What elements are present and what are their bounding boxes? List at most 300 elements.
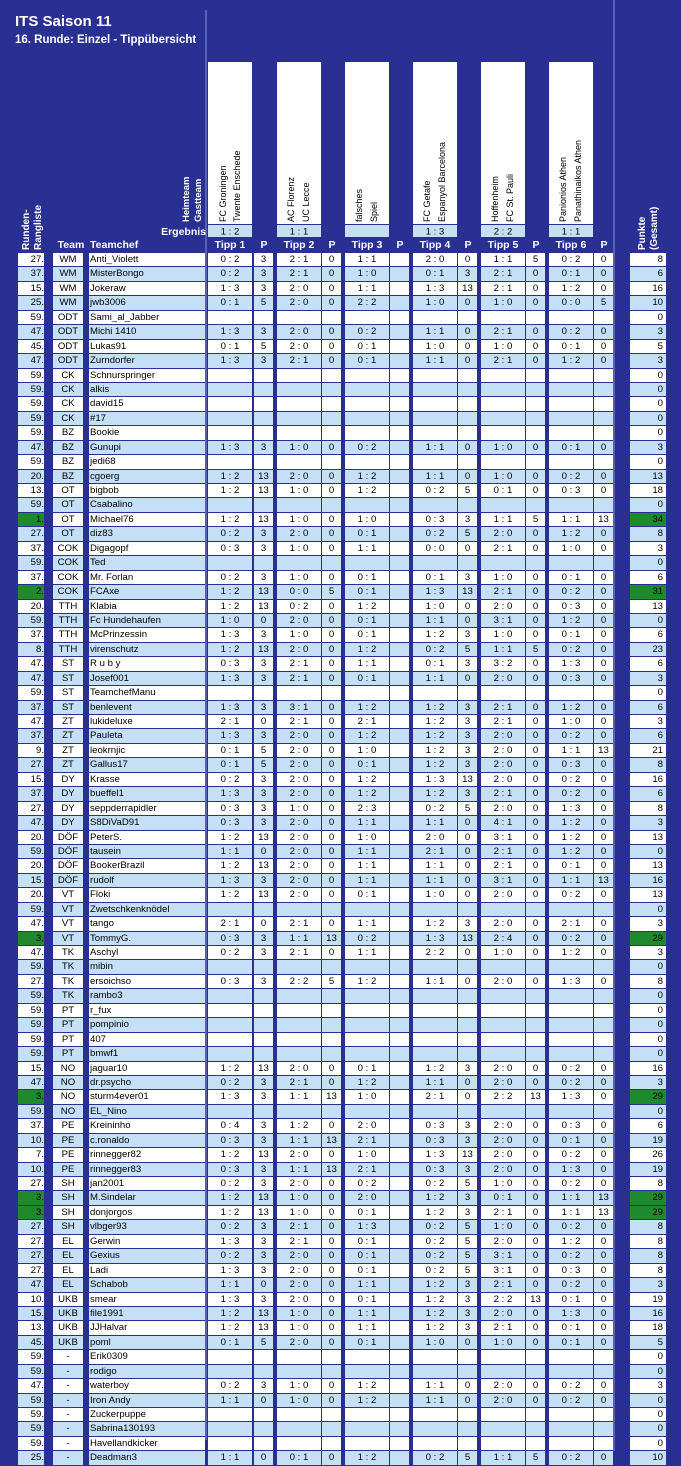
points-4-cell: 0 — [458, 470, 477, 483]
tipp-1-header: Tipp 1 — [214, 239, 246, 251]
total-points-cell: 8 — [630, 1220, 666, 1233]
tipp-4-cell — [413, 397, 457, 410]
tipp-1-cell: 0 : 2 — [208, 1220, 252, 1233]
points-3-cell — [390, 527, 409, 540]
rank-cell: 15. — [18, 874, 44, 887]
points-2-cell: 0 — [322, 1307, 341, 1320]
total-points-cell: 8 — [630, 758, 666, 771]
tipp-3-cell — [345, 989, 389, 1002]
tipp-1-cell: 0 : 4 — [208, 1119, 252, 1132]
points-1-cell: 3 — [254, 571, 273, 584]
rangliste-label: Rangliste — [33, 204, 44, 250]
points-6-cell: 0 — [594, 1293, 613, 1306]
teamchef-cell: file1991 — [89, 1307, 205, 1320]
teamchef-cell: McPrinzessin — [89, 628, 205, 641]
points-6-cell: 0 — [594, 628, 613, 641]
points-3-cell — [390, 412, 409, 425]
tipp-5-cell: 3 : 1 — [481, 1249, 525, 1262]
teamchef-cell: Fc Hundehaufen — [89, 614, 205, 627]
tipp-6-cell: 1 : 1 — [549, 1206, 593, 1219]
team-cell: ZT — [53, 744, 83, 757]
points-2-cell: 0 — [322, 831, 341, 844]
tipp-1-cell: 0 : 3 — [208, 1163, 252, 1176]
total-points-cell: 0 — [630, 1033, 666, 1046]
tipp-1-cell: 1 : 3 — [208, 701, 252, 714]
rank-cell: 47. — [18, 354, 44, 367]
rank-cell: 59. — [18, 1033, 44, 1046]
tipp-4-cell: 1 : 2 — [413, 1206, 457, 1219]
points-6-cell: 0 — [594, 1119, 613, 1132]
points-6-cell — [594, 556, 613, 569]
tipp-2-cell — [277, 903, 321, 916]
points-2-cell: 0 — [322, 1119, 341, 1132]
points-5-cell: 0 — [526, 787, 545, 800]
teamchef-cell: rodigo — [89, 1365, 205, 1378]
tipp-2-cell — [277, 1018, 321, 1031]
tipp-1-cell: 0 : 3 — [208, 1134, 252, 1147]
team-cell: DY — [53, 816, 83, 829]
points-2-cell: 0 — [322, 614, 341, 627]
teamchef-cell: jan2001 — [89, 1177, 205, 1190]
tipp-6-cell: 1 : 0 — [549, 542, 593, 555]
points-5-cell: 5 — [526, 253, 545, 266]
points-5-cell — [526, 426, 545, 439]
tipp-5-cell: 3 : 1 — [481, 614, 525, 627]
total-points-cell: 19 — [630, 1163, 666, 1176]
teamchef-cell: Ted — [89, 556, 205, 569]
points-4-cell: 0 — [458, 1336, 477, 1349]
points-6-cell: 0 — [594, 527, 613, 540]
tipp-5-cell: 2 : 0 — [481, 1394, 525, 1407]
tipp-4-cell: 0 : 1 — [413, 571, 457, 584]
points-4-cell — [458, 426, 477, 439]
tipp-1-cell: 1 : 2 — [208, 585, 252, 598]
rank-cell: 3. — [18, 1090, 44, 1103]
rank-cell: 59. — [18, 686, 44, 699]
points-1-cell: 13 — [254, 513, 273, 526]
points-3-cell — [390, 311, 409, 324]
tipp-4-cell: 1 : 0 — [413, 888, 457, 901]
tipp-4-cell — [413, 1018, 457, 1031]
tipp-4-cell: 1 : 2 — [413, 715, 457, 728]
tipp-6-cell: 1 : 2 — [549, 831, 593, 844]
teamchef-cell: jaguar10 — [89, 1062, 205, 1075]
tipp-4-cell: 2 : 0 — [413, 253, 457, 266]
team-cell: UKB — [53, 1293, 83, 1306]
points-4-cell — [458, 686, 477, 699]
tipp-1-cell: 0 : 1 — [208, 758, 252, 771]
tipp-5-cell: 1 : 0 — [481, 1177, 525, 1190]
tipp-2-cell: 2 : 0 — [277, 859, 321, 872]
points-5-cell: 0 — [526, 917, 545, 930]
tipp-4-cell — [413, 1004, 457, 1017]
tipp-5-cell: 2 : 0 — [481, 1076, 525, 1089]
points-1-cell: 3 — [254, 816, 273, 829]
tipp-2-cell — [277, 455, 321, 468]
team-cell: COK — [53, 585, 83, 598]
tipp-2-cell: 1 : 1 — [277, 1134, 321, 1147]
tipp-6-cell — [549, 397, 593, 410]
total-points-cell: 0 — [630, 1437, 666, 1450]
tipp-5-cell: 3 : 1 — [481, 831, 525, 844]
points-3-cell — [390, 1307, 409, 1320]
match-3-home: falsches — [354, 188, 364, 222]
total-points-cell: 16 — [630, 874, 666, 887]
tipp-2-cell: 2 : 0 — [277, 282, 321, 295]
tipp-1-cell: 1 : 2 — [208, 888, 252, 901]
tipp-2-cell — [277, 960, 321, 973]
tipp-6-cell: 0 : 1 — [549, 1134, 593, 1147]
teamchef-cell: R u b y — [89, 657, 205, 670]
points-1-cell: 3 — [254, 1134, 273, 1147]
tipp-1-cell: 1 : 0 — [208, 614, 252, 627]
tipp-5-cell: 2 : 1 — [481, 585, 525, 598]
tipp-4-cell: 2 : 0 — [413, 831, 457, 844]
points-1-cell: 3 — [254, 441, 273, 454]
tipp-3-cell — [345, 455, 389, 468]
rank-cell: 47. — [18, 917, 44, 930]
tipp-3-cell — [345, 1350, 389, 1363]
rank-cell: 59. — [18, 383, 44, 396]
rank-cell: 59. — [18, 556, 44, 569]
team-cell: NO — [53, 1105, 83, 1118]
tipp-3-cell: 1 : 2 — [345, 729, 389, 742]
rank-cell: 59. — [18, 1350, 44, 1363]
points-1-cell: 3 — [254, 701, 273, 714]
points-5-cell: 0 — [526, 571, 545, 584]
points-1-cell: 3 — [254, 542, 273, 555]
points-1-cell: 3 — [254, 1293, 273, 1306]
teamchef-cell: Krasse — [89, 773, 205, 786]
tipp-1-cell: 2 : 1 — [208, 917, 252, 930]
tipp-5-cell — [481, 1018, 525, 1031]
team-cell: ODT — [53, 340, 83, 353]
points-6-cell — [594, 498, 613, 511]
points-3-cell — [390, 1249, 409, 1262]
team-cell: PT — [53, 1033, 83, 1046]
tipp-1-cell: 1 : 3 — [208, 787, 252, 800]
tipp-6-cell — [549, 426, 593, 439]
points-2-cell: 0 — [322, 527, 341, 540]
tipp-3-cell: 1 : 1 — [345, 282, 389, 295]
tipp-2-cell: 2 : 0 — [277, 831, 321, 844]
points-3-cell — [390, 845, 409, 858]
points-1-cell: 3 — [254, 874, 273, 887]
tipp-1-cell — [208, 426, 252, 439]
tipp-2-cell — [277, 1047, 321, 1060]
tipp-2-cell: 2 : 0 — [277, 527, 321, 540]
tipp-6-cell — [549, 1422, 593, 1435]
points-2-cell — [322, 1033, 341, 1046]
points-5-cell: 0 — [526, 1062, 545, 1075]
points-5-cell: 0 — [526, 975, 545, 988]
rank-cell: 37. — [18, 542, 44, 555]
points-6-cell: 0 — [594, 282, 613, 295]
rank-cell: 47. — [18, 441, 44, 454]
total-points-cell: 13 — [630, 470, 666, 483]
tipp-4-cell: 0 : 2 — [413, 1249, 457, 1262]
tipp-5-cell: 2 : 0 — [481, 1235, 525, 1248]
rank-cell: 27. — [18, 802, 44, 815]
total-points-cell: 29 — [630, 932, 666, 945]
teamchef-cell: tango — [89, 917, 205, 930]
tipp-4-cell: 1 : 0 — [413, 296, 457, 309]
team-cell: TK — [53, 975, 83, 988]
points-2-cell: 0 — [322, 787, 341, 800]
tipp-2-cell: 2 : 0 — [277, 845, 321, 858]
points-1-cell: 3 — [254, 975, 273, 988]
points-3-cell — [390, 1018, 409, 1031]
team-cell: ST — [53, 686, 83, 699]
tipp-5-cell — [481, 1047, 525, 1060]
teamchef-cell: jwb3006 — [89, 296, 205, 309]
tipp-1-cell — [208, 311, 252, 324]
tipp-6-cell: 1 : 1 — [549, 744, 593, 757]
total-points-cell: 0 — [630, 960, 666, 973]
tipp-6-cell: 0 : 3 — [549, 484, 593, 497]
tipp-2-cell: 2 : 0 — [277, 787, 321, 800]
points-4-cell: 0 — [458, 354, 477, 367]
points-1-cell: 3 — [254, 1076, 273, 1089]
points-2-cell — [322, 989, 341, 1002]
points-1-cell: 3 — [254, 253, 273, 266]
tipp-6-cell: 1 : 1 — [549, 1191, 593, 1204]
total-points-cell: 8 — [630, 1235, 666, 1248]
points-3-cell — [390, 585, 409, 598]
tipp-4-cell: 1 : 0 — [413, 600, 457, 613]
tipp-1-cell: 0 : 2 — [208, 1379, 252, 1392]
tipp-3-cell: 2 : 1 — [345, 1163, 389, 1176]
tipp-6-cell: 0 : 1 — [549, 1321, 593, 1334]
tipp-5-cell: 2 : 1 — [481, 845, 525, 858]
teamchef-cell: MisterBongo — [89, 267, 205, 280]
tipp-4-cell: 1 : 1 — [413, 816, 457, 829]
total-points-cell: 3 — [630, 542, 666, 555]
tipp-3-cell — [345, 369, 389, 382]
team-cell: TK — [53, 960, 83, 973]
points-4-cell: 0 — [458, 672, 477, 685]
team-cell: - — [53, 1365, 83, 1378]
points-6-cell: 0 — [594, 932, 613, 945]
points-3-cell — [390, 571, 409, 584]
tipp-5-cell: 0 : 1 — [481, 1191, 525, 1204]
tipp-2-cell — [277, 1105, 321, 1118]
tipp-2-cell: 1 : 0 — [277, 513, 321, 526]
points-5-cell: 0 — [526, 845, 545, 858]
tipp-6-cell: 0 : 1 — [549, 340, 593, 353]
points-5-cell: 0 — [526, 744, 545, 757]
points-2-cell: 0 — [322, 513, 341, 526]
points-1-cell: 3 — [254, 628, 273, 641]
tipp-6-cell: 1 : 2 — [549, 701, 593, 714]
total-points-cell: 0 — [630, 989, 666, 1002]
points-5-cell: 0 — [526, 1076, 545, 1089]
points-6-cell: 0 — [594, 1062, 613, 1075]
tipp-2-cell: 0 : 0 — [277, 585, 321, 598]
points-4-cell — [458, 1105, 477, 1118]
tipp-1-cell: 1 : 2 — [208, 1062, 252, 1075]
tipp-1-cell — [208, 1004, 252, 1017]
rank-cell: 59. — [18, 1018, 44, 1031]
tipp-1-cell — [208, 383, 252, 396]
tipp-6-cell — [549, 686, 593, 699]
points-6-cell: 0 — [594, 542, 613, 555]
match-4-result: 1 : 3 — [425, 226, 445, 238]
tipp-3-cell — [345, 412, 389, 425]
tipp-2-cell: 2 : 0 — [277, 1264, 321, 1277]
ergebnis-label: Ergebnis — [161, 226, 206, 238]
tipp-5-cell: 2 : 0 — [481, 758, 525, 771]
points-3-cell — [390, 426, 409, 439]
tipp-6-cell: 0 : 1 — [549, 859, 593, 872]
points-2-cell — [322, 1365, 341, 1378]
points-6-cell: 0 — [594, 1177, 613, 1190]
teamchef-cell: cgoerg — [89, 470, 205, 483]
tipp-2-header: Tipp 2 — [283, 239, 315, 251]
tipp-3-cell: 0 : 1 — [345, 614, 389, 627]
tipp-3-cell: 1 : 2 — [345, 1076, 389, 1089]
tipp-1-cell: 1 : 3 — [208, 325, 252, 338]
points-6-cell: 0 — [594, 643, 613, 656]
rank-cell: 37. — [18, 1119, 44, 1132]
tipp-3-header: Tipp 3 — [351, 239, 383, 251]
tipp-4-cell — [413, 369, 457, 382]
points-1-cell: 13 — [254, 1321, 273, 1334]
teamchef-cell: M.Sindelar — [89, 1191, 205, 1204]
tipp-5-cell: 2 : 1 — [481, 1278, 525, 1291]
points-6-cell: 0 — [594, 816, 613, 829]
tipp-5-cell: 2 : 0 — [481, 744, 525, 757]
match-1-panel — [208, 62, 252, 224]
points-3-cell — [390, 1394, 409, 1407]
tipp-6-cell: 0 : 2 — [549, 1379, 593, 1392]
points-2-cell: 0 — [322, 253, 341, 266]
points-6-cell — [594, 369, 613, 382]
tipp-5-cell — [481, 455, 525, 468]
tipp-2-cell — [277, 397, 321, 410]
points-5-cell: 0 — [526, 1307, 545, 1320]
total-points-cell: 18 — [630, 1321, 666, 1334]
p-1-header: P — [260, 239, 268, 251]
tipp-4-cell: 0 : 0 — [413, 542, 457, 555]
points-4-cell: 3 — [458, 1163, 477, 1176]
tipp-4-cell — [413, 1422, 457, 1435]
points-2-cell: 0 — [322, 1336, 341, 1349]
points-5-cell: 0 — [526, 600, 545, 613]
tipp-1-cell — [208, 1047, 252, 1060]
points-2-cell: 0 — [322, 1321, 341, 1334]
total-points-cell: 0 — [630, 556, 666, 569]
total-points-cell: 0 — [630, 498, 666, 511]
tipp-4-cell — [413, 498, 457, 511]
points-5-cell: 0 — [526, 874, 545, 887]
tipp-6-cell — [549, 1018, 593, 1031]
points-1-cell: 3 — [254, 1090, 273, 1103]
points-4-cell: 0 — [458, 1394, 477, 1407]
tipp-5-cell: 1 : 0 — [481, 470, 525, 483]
total-points-cell: 23 — [630, 643, 666, 656]
total-points-cell: 6 — [630, 267, 666, 280]
points-5-cell: 5 — [526, 643, 545, 656]
tipp-6-cell: 1 : 3 — [549, 1307, 593, 1320]
points-1-cell: 0 — [254, 917, 273, 930]
tipp-3-cell — [345, 903, 389, 916]
tipp-1-cell: 1 : 2 — [208, 643, 252, 656]
points-3-cell — [390, 686, 409, 699]
points-4-cell — [458, 1365, 477, 1378]
tipp-5-cell — [481, 903, 525, 916]
teamchef-cell: Aschyl — [89, 946, 205, 959]
team-cell: COK — [53, 571, 83, 584]
points-1-cell: 5 — [254, 340, 273, 353]
tipp-1-cell: 0 : 2 — [208, 1177, 252, 1190]
teamchef-cell: Digagopf — [89, 542, 205, 555]
points-4-cell: 3 — [458, 267, 477, 280]
teamchef-cell: PeterS. — [89, 831, 205, 844]
tipp-4-cell: 0 : 3 — [413, 1163, 457, 1176]
total-points-cell: 5 — [630, 340, 666, 353]
points-5-cell: 0 — [526, 1134, 545, 1147]
points-1-cell — [254, 455, 273, 468]
rank-cell: 27. — [18, 1177, 44, 1190]
match-2-result: 1 : 1 — [289, 226, 309, 238]
points-3-cell — [390, 960, 409, 973]
team-cell: TTH — [53, 628, 83, 641]
tipp-5-cell: 3 : 2 — [481, 657, 525, 670]
tipp-3-cell: 1 : 1 — [345, 542, 389, 555]
tipp-1-cell: 0 : 3 — [208, 816, 252, 829]
points-5-cell: 5 — [526, 513, 545, 526]
total-points-cell: 16 — [630, 1062, 666, 1075]
tipp-6-cell — [549, 556, 593, 569]
points-5-cell — [526, 1365, 545, 1378]
tipp-3-cell: 1 : 0 — [345, 831, 389, 844]
points-4-cell: 13 — [458, 932, 477, 945]
tipp-1-cell: 1 : 2 — [208, 1307, 252, 1320]
rank-cell: 47. — [18, 325, 44, 338]
team-cell: WM — [53, 296, 83, 309]
tipp-4-cell: 1 : 2 — [413, 758, 457, 771]
points-1-cell: 13 — [254, 1148, 273, 1161]
points-2-cell: 0 — [322, 296, 341, 309]
tipp-4-cell: 0 : 1 — [413, 267, 457, 280]
points-4-cell: 5 — [458, 1177, 477, 1190]
teamchef-cell: JJHalvar — [89, 1321, 205, 1334]
total-points-cell: 8 — [630, 1264, 666, 1277]
tipp-4-cell — [413, 556, 457, 569]
rank-cell: 59. — [18, 311, 44, 324]
total-points-cell: 16 — [630, 282, 666, 295]
match-6-home: Panionios Athen — [558, 156, 568, 222]
points-2-cell: 0 — [322, 470, 341, 483]
tipp-4-cell: 1 : 1 — [413, 354, 457, 367]
total-points-cell: 0 — [630, 455, 666, 468]
rank-cell: 47. — [18, 816, 44, 829]
team-cell: CK — [53, 397, 83, 410]
team-cell: VT — [53, 917, 83, 930]
team-cell: PE — [53, 1148, 83, 1161]
total-points-cell: 0 — [630, 1004, 666, 1017]
team-cell: UKB — [53, 1321, 83, 1334]
points-3-cell — [390, 1336, 409, 1349]
points-6-cell — [594, 1422, 613, 1435]
points-2-cell: 0 — [322, 1206, 341, 1219]
tipp-5-cell: 2 : 0 — [481, 917, 525, 930]
teamchef-cell: Jokeraw — [89, 282, 205, 295]
tipp-5-cell: 2 : 1 — [481, 701, 525, 714]
points-4-cell: 13 — [458, 282, 477, 295]
total-points-cell: 29 — [630, 1206, 666, 1219]
